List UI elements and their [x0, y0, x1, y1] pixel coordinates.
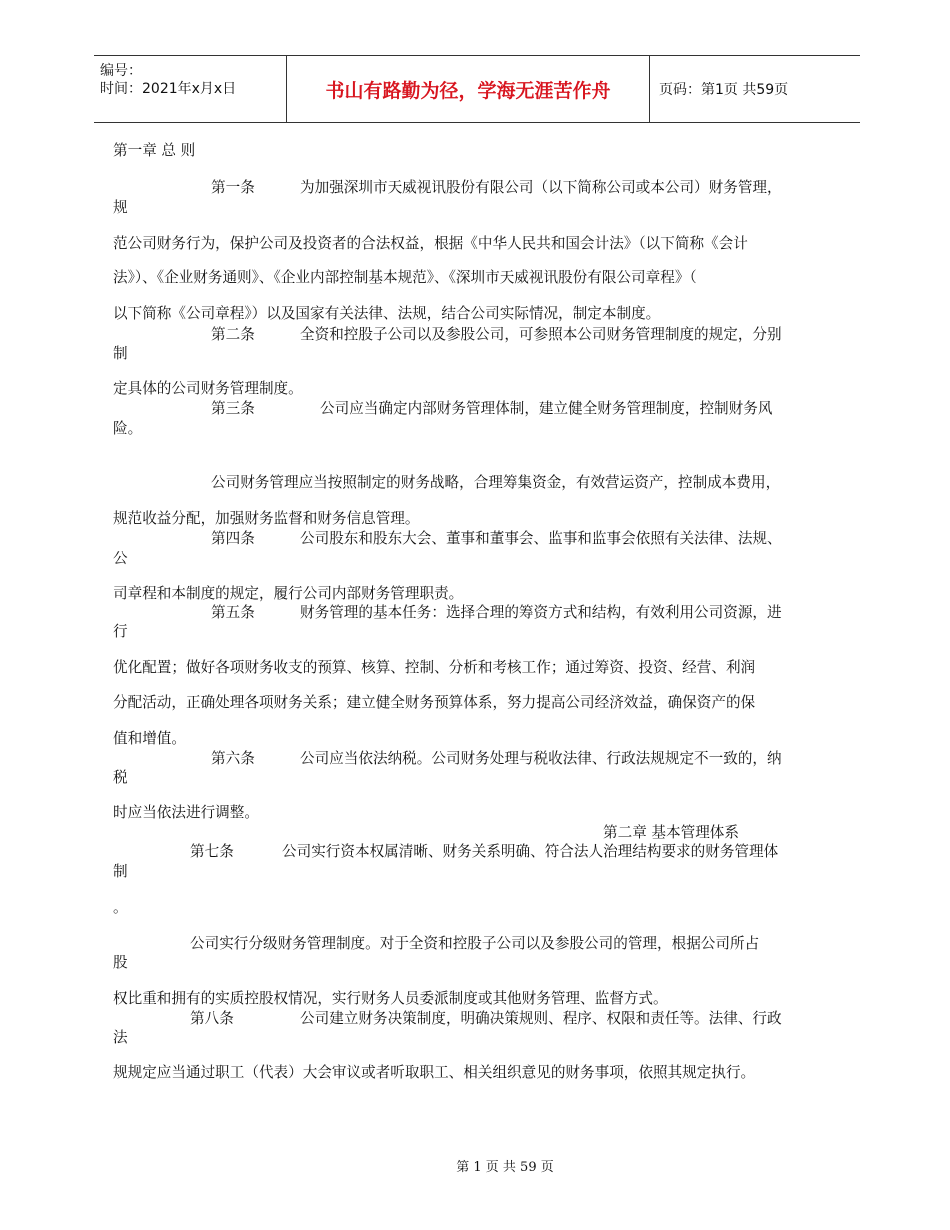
header-page-info: 页码：第1页 共59页	[659, 82, 789, 98]
article-4-line: 公	[113, 550, 128, 567]
page-header	[94, 55, 860, 123]
article-8-line: 规规定应当通过职工（代表）大会审议或者听取职工、相关组织意见的财务事项，依照其规定执行。	[113, 1064, 756, 1081]
article-1-line: 法》）、《企业财务通则》、《企业内部控制基本规范》、《深圳市天威视讯股份有限公司章程》（	[113, 269, 697, 286]
article-7-line: 。	[113, 899, 128, 916]
article-1-line: 规	[113, 199, 128, 216]
article-3-number: 第三条	[211, 400, 255, 417]
article-4-line: 公司股东和股东大会、董事和董事会、监事和监事会依照有关法律、法规、	[300, 530, 782, 547]
article-3-paragraph-2: 规范收益分配，加强财务监督和财务信息管理。	[113, 510, 420, 527]
article-6-line: 公司应当依法纳税。公司财务处理与税收法律、行政法规规定不一致的，纳	[300, 750, 782, 767]
header-meta	[94, 56, 286, 122]
chapter-2-heading: 第二章 基本管理体系	[603, 824, 739, 841]
header-motto: 书山有路勤为径，学海无涯苦作舟	[286, 56, 650, 122]
article-3-paragraph-2: 公司财务管理应当按照制定的财务战略，合理筹集资金，有效营运资产，控制成本费用，	[211, 474, 781, 491]
article-7-line: 制	[113, 863, 128, 880]
article-2-line: 制	[113, 345, 128, 362]
article-4-line: 司章程和本制度的规定，履行公司内部财务管理职责。	[113, 585, 464, 602]
article-3-line: 公司应当确定内部财务管理体制，建立健全财务管理制度，控制财务风	[320, 400, 773, 417]
article-2-number: 第二条	[211, 326, 255, 343]
article-8-number: 第八条	[190, 1010, 234, 1027]
article-7-paragraph-2: 股	[113, 954, 128, 971]
article-1-line: 范公司财务行为，保护公司及投资者的合法权益，根据《中华人民共和国会计法》（以下简称《会计	[113, 235, 748, 252]
chapter-1-heading: 第一章 总 则	[113, 142, 196, 159]
document-time-label: 时间：2021年x月x日	[100, 81, 237, 97]
article-5-number: 第五条	[211, 604, 255, 621]
article-7-paragraph-2: 公司实行分级财务管理制度。对于全资和控股子公司以及参股公司的管理，根据公司所占	[190, 935, 760, 952]
article-4-number: 第四条	[211, 530, 255, 547]
article-5-line: 优化配置；做好各项财务收支的预算、核算、控制、分析和考核工作；通过筹资、投资、经营、利润	[113, 659, 756, 676]
article-6-line: 时应当依法进行调整。	[113, 804, 259, 821]
article-1-line: 为加强深圳市天威视讯股份有限公司（以下简称公司或本公司）财务管理，	[300, 179, 782, 196]
page-footer: 第 1 页 共 59 页	[456, 1160, 554, 1175]
article-6-line: 税	[113, 769, 128, 786]
article-5-line: 行	[113, 623, 128, 640]
article-7-number: 第七条	[190, 843, 234, 860]
article-2-line: 全资和控股子公司以及参股公司，可参照本公司财务管理制度的规定，分别	[300, 326, 782, 343]
article-8-line: 公司建立财务决策制度，明确决策规则、程序、权限和责任等。法律、行政	[300, 1010, 782, 1027]
article-5-line: 值和增值。	[113, 730, 186, 747]
article-7-paragraph-2: 权比重和拥有的实质控股权情况，实行财务人员委派制度或其他财务管理、监督方式。	[113, 990, 668, 1007]
article-1-number: 第一条	[211, 179, 255, 196]
document-number-label: 编号：	[100, 63, 142, 79]
article-7-line: 公司实行资本权属清晰、财务关系明确、符合法人治理结构要求的财务管理体	[282, 843, 779, 860]
article-5-line: 分配活动，正确处理各项财务关系；建立健全财务预算体系，努力提高公司经济效益，确保资产的保	[113, 694, 756, 711]
article-3-line: 险。	[113, 420, 143, 437]
article-2-line: 定具体的公司财务管理制度。	[113, 380, 303, 397]
article-1-line: 以下简称《公司章程》）以及国家有关法律、法规，结合公司实际情况，制定本制度。	[113, 305, 661, 322]
article-5-line: 财务管理的基本任务：选择合理的筹资方式和结构，有效利用公司资源，进	[300, 604, 782, 621]
article-6-number: 第六条	[211, 750, 255, 767]
article-8-line: 法	[113, 1029, 128, 1046]
